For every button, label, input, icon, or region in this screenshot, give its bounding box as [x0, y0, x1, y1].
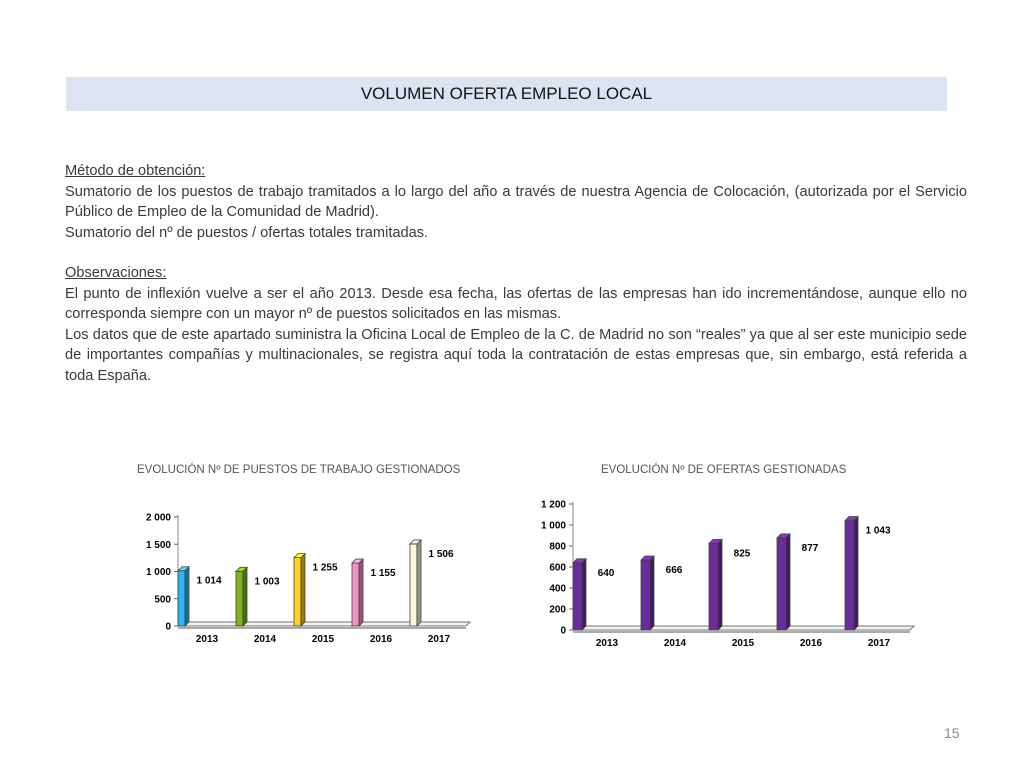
x-tick-label: 2016	[369, 634, 393, 645]
body-text	[65, 161, 967, 386]
x-tick-label: 2017	[427, 634, 451, 645]
bar-front	[236, 571, 243, 626]
data-label: 640	[597, 567, 615, 579]
bar-2015	[709, 539, 722, 630]
bar-side	[359, 559, 363, 626]
y-tick-label: 1 000	[145, 567, 171, 578]
bar-front	[352, 563, 359, 626]
bar-2014	[236, 567, 247, 626]
data-label: 1 043	[865, 525, 891, 537]
observaciones-para-1: El punto de inflexión vuelve a ser el año 2013. Desde esa fecha, las ofertas de las empresas han ido incrementándose, aunque ello no corresponda siempre con un mayor nº de puestos solicitados en las mismas.	[65, 285, 967, 322]
x-tick-label: 2014	[253, 634, 277, 645]
bar-2016	[352, 559, 363, 626]
bar-2017	[410, 540, 421, 626]
slide-title-bar	[66, 77, 947, 111]
chart-ofertas	[520, 495, 930, 655]
bar-2015	[294, 554, 305, 626]
x-tick-label: 2013	[195, 634, 219, 645]
bar-side	[301, 554, 305, 626]
y-tick-label: 600	[549, 562, 566, 574]
x-tick-label: 2014	[663, 638, 687, 649]
bar-2013	[178, 567, 189, 626]
slide-title: VOLUMEN OFERTA EMPLEO LOCAL	[360, 84, 653, 103]
observaciones-heading: Observaciones:	[65, 265, 167, 281]
data-label: 666	[665, 565, 683, 577]
metodo-heading: Método de obtención:	[65, 163, 206, 179]
observaciones-para-2: Los datos que de este apartado suministra la Oficina Local de Empleo de la C. de Madrid no son “reales” ya que al ser este municipio sede de importantes compañías y multinacionales, se registra aquí toda la contratación de estas empresas que, sin embargo, está referida a toda España.	[65, 326, 967, 384]
bar-side	[786, 534, 790, 630]
bar-side	[417, 540, 421, 626]
bar-side	[718, 539, 722, 630]
metodo-line-1: Sumatorio de los puestos de trabajo tramitados a lo largo del año a través de nuestra Agencia de Colocación, (autorizada por el Servicio Público de Empleo de la Comunidad de Madrid).	[65, 183, 967, 220]
data-label: 1 506	[428, 548, 454, 560]
data-label: 1 155	[370, 568, 396, 580]
chart-2-title: EVOLUCIÓN Nº DE OFERTAS GESTIONADAS	[601, 464, 847, 476]
y-tick-label: 1 000	[540, 520, 566, 532]
data-label: 1 003	[254, 576, 280, 588]
x-tick-label: 2015	[311, 634, 335, 645]
bar-front	[410, 544, 417, 626]
data-label: 877	[801, 542, 819, 554]
y-tick-label: 1 200	[540, 499, 566, 511]
y-tick-label: 800	[549, 541, 566, 553]
chart-floor	[573, 626, 914, 630]
bar-2017	[845, 516, 858, 630]
bar-2016	[777, 534, 790, 630]
x-tick-label: 2013	[595, 638, 619, 649]
metodo-line-2: Sumatorio del nº de puestos / ofertas totales tramitadas.	[65, 224, 429, 241]
chart-puestos	[120, 500, 490, 650]
x-tick-label: 2015	[731, 638, 755, 649]
bar-front	[178, 571, 185, 626]
y-tick-label: 500	[154, 594, 171, 606]
x-tick-label: 2016	[799, 638, 823, 649]
data-label: 1 255	[312, 562, 338, 574]
bar-front	[845, 520, 854, 630]
bar-front	[294, 558, 301, 626]
y-tick-label: 200	[549, 604, 566, 616]
y-tick-label: 0	[560, 625, 566, 637]
bar-side	[582, 559, 586, 630]
chart-floor	[178, 622, 470, 626]
bar-front	[709, 543, 718, 630]
bar-side	[854, 516, 858, 630]
bar-front	[777, 538, 786, 630]
data-label: 1 014	[196, 575, 222, 587]
y-tick-label: 2 000	[145, 512, 171, 524]
bar-2014	[641, 556, 654, 630]
y-tick-label: 400	[549, 583, 566, 595]
y-tick-label: 0	[165, 621, 171, 633]
bar-front	[573, 563, 582, 630]
page-number: 15	[944, 725, 960, 741]
data-label: 825	[733, 548, 751, 560]
x-tick-label: 2017	[867, 638, 891, 649]
bar-front	[641, 560, 650, 630]
y-tick-label: 1 500	[145, 539, 171, 551]
bar-side	[650, 556, 654, 630]
bar-2013	[573, 559, 586, 630]
chart-1-title: EVOLUCIÓN Nº DE PUESTOS DE TRABAJO GESTIONADOS	[137, 464, 461, 476]
bar-side	[243, 567, 247, 626]
bar-side	[185, 567, 189, 626]
